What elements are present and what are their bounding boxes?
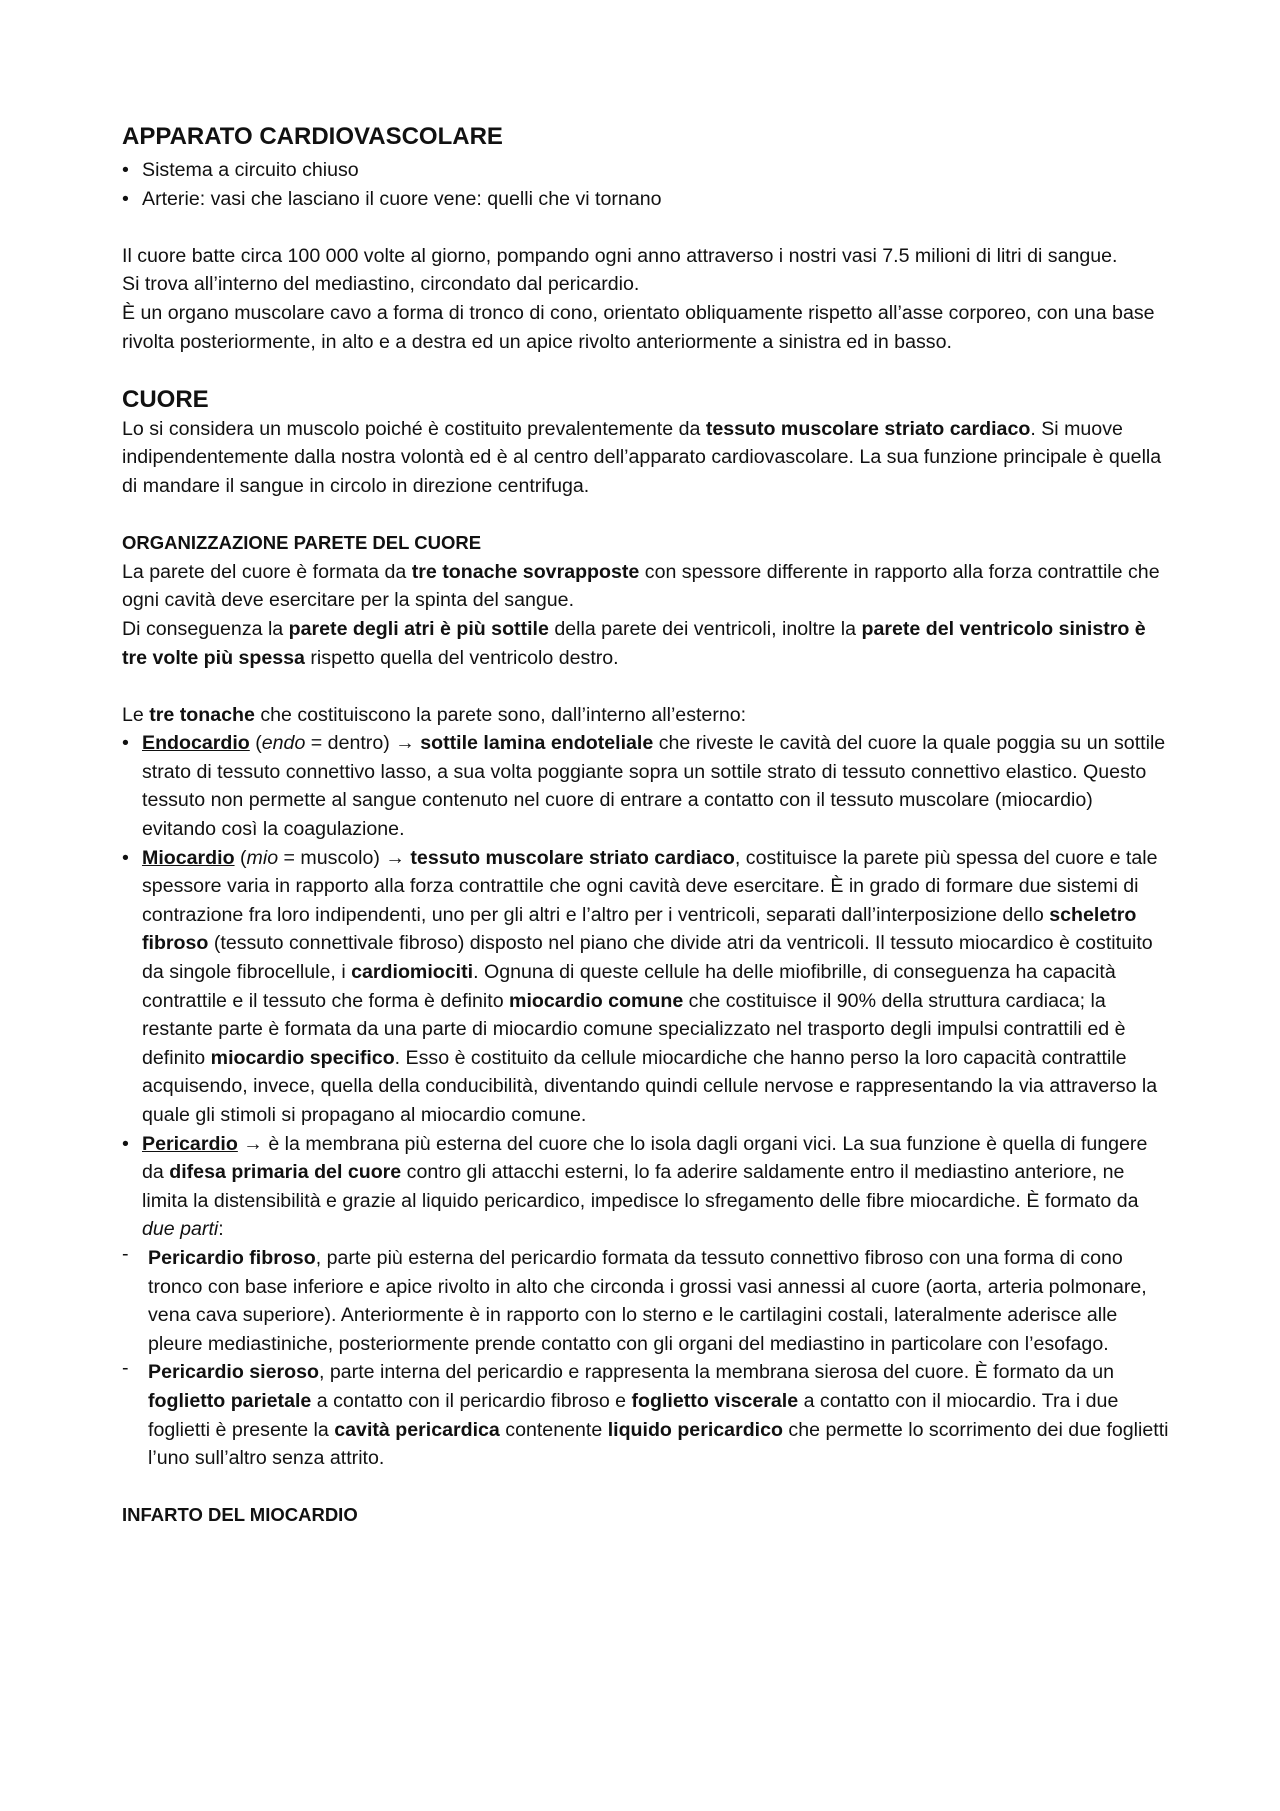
- list-item-endocardio: • Endocardio (endo = dentro) → sottile lamina endoteliale che riveste le cavità del cuore la quale poggia su un sottile strato di tessuto connettivo lasso, a sua volta poggiante sopra un sottile strato di tessuto connettivo elastico. Questo tessuto non permette al sangue contenuto nel cuore di entrare a contatto con il tessuto muscolare (miocardio) evitando così la coagulazione.: [122, 729, 1170, 843]
- bullet-marker: •: [122, 159, 129, 181]
- term-pericardio: Pericardio: [142, 1132, 238, 1155]
- bullet-marker: •: [122, 846, 129, 869]
- bullet-marker: •: [122, 1132, 129, 1155]
- spacer: [122, 501, 1170, 530]
- list-item-fibroso: - Pericardio fibroso, parte più esterna del pericardio formata da tessuto connettivo fibroso con una forma di cono tronco con base inferiore e apice rivolto in alto che circonda i grossi vasi annessi al cuore (aorta, arteria polmonare, vena cava superiore). Anteriormente è in rapporto con lo sterno e le cartilagini costali, lateralmente aderisce alle pleure mediastiniche, posteriormente prende contatto con gli organi del mediastino in particolare con l’esofago.: [122, 1244, 1170, 1358]
- list-item-sieroso: - Pericardio sieroso, parte interna del pericardio e rappresenta la membrana sierosa del cuore. È formato da un foglietto parietale a contatto con il pericardio fibroso e foglietto viscerale a contatto con il miocardio. Tra i due foglietti è presente la cavità pericardica contenente liquido pericardico che permette lo scorrimento dei due foglietti l’uno sull’altro senza attrito.: [122, 1358, 1170, 1472]
- tonache-list: [122, 729, 1170, 1244]
- arrow-right-icon: →: [237, 1132, 263, 1155]
- list-item: [122, 156, 1170, 185]
- spacer: [122, 1473, 1170, 1502]
- term-endocardio: Endocardio: [142, 732, 250, 755]
- intro-bullet-list: [122, 156, 1170, 213]
- arrow-right-icon: →: [395, 732, 415, 755]
- tonache-intro: Le tre tonache che costituiscono la parete sono, dall’interno all’esterno:: [122, 703, 747, 726]
- term-miocardio: Miocardio: [142, 846, 235, 869]
- dash-marker: -: [122, 1242, 129, 1265]
- parete-paragraph: La parete del cuore è formata da tre tonache sovrapposte con spessore differente in rapporto alla forza contrattile che ogni cavità deve esercitare per la spinta del sangue.: [122, 560, 1160, 612]
- list-item-miocardio: • Miocardio (mio = muscolo) → tessuto muscolare striato cardiaco, costituisce la parete più spessa del cuore e tale spessore varia in rapporto alla forza contrattile che ogni cavità deve esercitare. È in grado di formare due sistemi di contrazione fra loro indipendenti, uno per gli altri e l’altro per i ventricoli, separati dall’interposizione dello scheletro fibroso (tessuto connettivale fibroso) disposto nel piano che divide atri da ventricoli. Il tessuto miocardico è costituito da singole fibrocellule, i cardiomiociti. Ognuna di queste cellule ha delle miofibrille, di conseguenza ha capacità contrattile e il tessuto che forma è definito miocardio comune che costituisce il 90% della struttura cardiaca; la restante parte è formata da una parte di miocardio comune specializzato nel trasporto degli impulsi contrattili ed è definito miocardio specifico. Esso è costituito da cellule miocardiche che hanno perso la loro capacità contrattile acquisendo, invece, quella della conducibilità, diventando quindi cellule nervose e rappresentando la via attraverso la quale gli stimoli si propagano al miocardio comune.: [122, 844, 1170, 1130]
- section-heading-infarto: INFARTO DEL MIOCARDIO: [122, 1504, 358, 1526]
- bullet-marker: •: [122, 732, 129, 755]
- intro-paragraph: Il cuore batte circa 100 000 volte al giorno, pompando ogni anno attraverso i nostri vasi 7.5 milioni di litri di sangue.: [122, 244, 1118, 267]
- list-item-text: Sistema a circuito chiuso: [142, 159, 359, 181]
- intro-paragraph: Si trova all’interno del mediastino, circondato dal pericardio.: [122, 273, 640, 296]
- spacer: [122, 213, 1170, 242]
- list-item-pericardio: • Pericardio → è la membrana più esterna del cuore che lo isola dagli organi vici. La sua funzione è quella di fungere da difesa primaria del cuore contro gli attacchi esterni, lo fa aderire saldamente entro il mediastino anteriore, ne limita la distensibilità e grazie al liquido pericardico, impedisce lo sfregamento delle fibre miocardiche. È formato da due parti:: [122, 1130, 1170, 1244]
- document-page: [122, 122, 1170, 1530]
- bullet-marker: •: [122, 187, 129, 210]
- pericardio-parts-list: [122, 1244, 1170, 1473]
- spacer: [122, 356, 1170, 385]
- cuore-paragraph: Lo si considera un muscolo poiché è costituito prevalentemente da tessuto muscolare striato cardiaco. Si muove indipendentemente dalla nostra volontà ed è al centro dell’apparato cardiovascolare. La sua funzione principale è quella di mandare il sangue in circolo in direzione centrifuga.: [122, 417, 1162, 497]
- spacer: [122, 672, 1170, 701]
- intro-paragraph: È un organo muscolare cavo a forma di tronco di cono, orientato obliquamente rispetto all’asse corporeo, con una base rivolta posteriormente, in alto e a destra ed un apice rivolto anteriormente a sinistra ed in basso.: [122, 301, 1155, 353]
- section-heading-cuore: CUORE: [122, 385, 209, 413]
- section-heading-parete: ORGANIZZAZIONE PARETE DEL CUORE: [122, 532, 482, 554]
- parete-paragraph: Di conseguenza la parete degli atri è più sottile della parete dei ventricoli, inoltre la parete del ventricolo sinistro è tre volte più spessa rispetto quella del ventricolo destro.: [122, 617, 1146, 669]
- arrow-right-icon: →: [385, 846, 405, 869]
- dash-marker: -: [122, 1357, 129, 1380]
- list-item: [122, 185, 1170, 214]
- document-title: APPARATO CARDIOVASCOLARE: [122, 123, 503, 150]
- list-item-text: Arterie: vasi che lasciano il cuore vene: quelli che vi tornano: [142, 187, 662, 210]
